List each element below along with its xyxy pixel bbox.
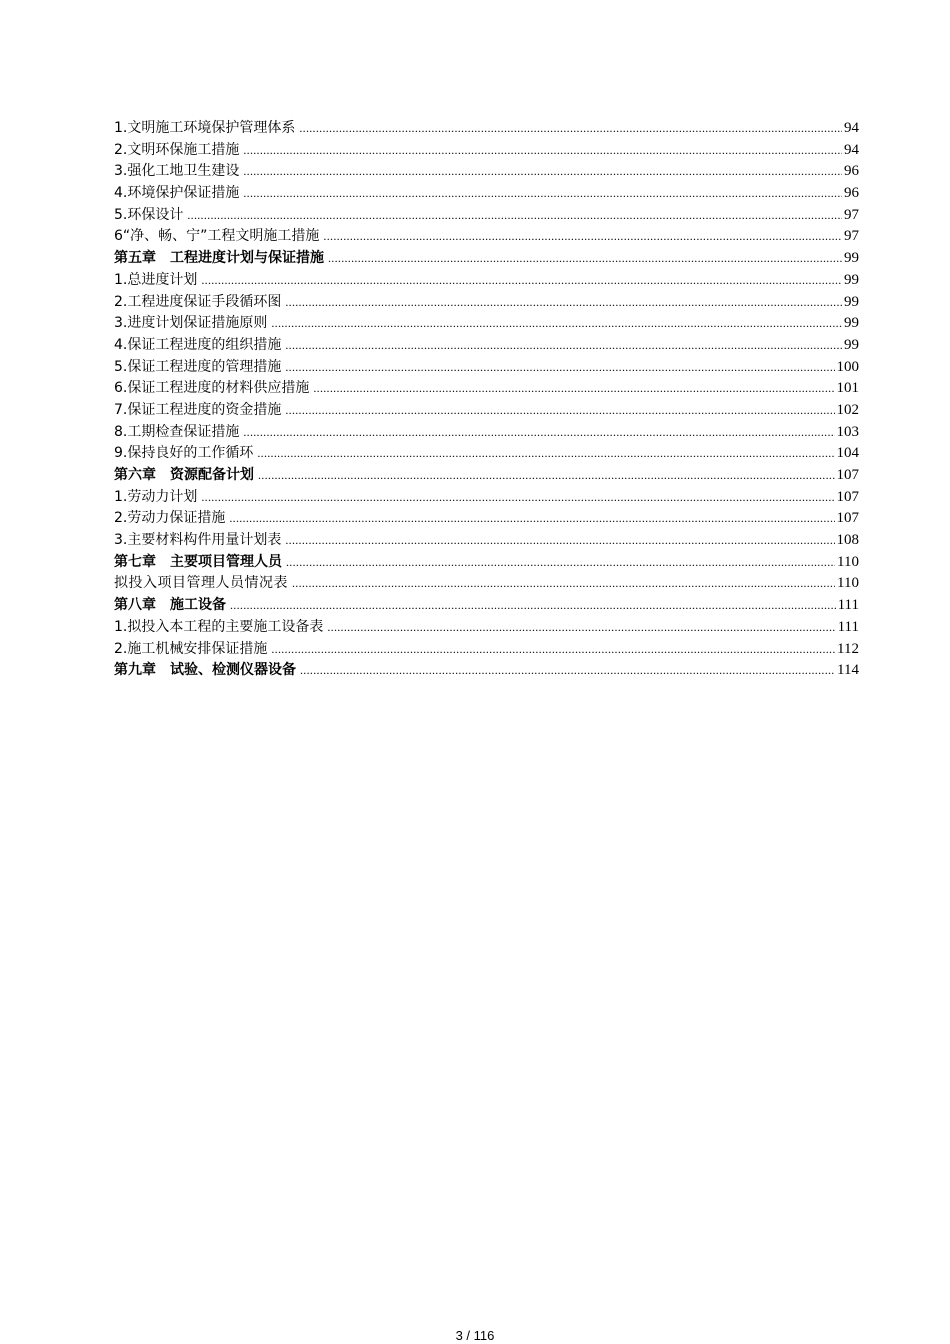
toc-chapter-entry[interactable] [114,248,859,270]
toc-entry-page: 107 [836,488,859,505]
toc-leader-dots [327,617,835,639]
toc-entry-title: 6“净、畅、宁”工程文明施工措施 [114,228,320,245]
toc-leader-dots [328,248,842,270]
toc-entry-page: 107 [836,510,859,527]
toc-entry-title: 8.工期检查保证措施 [114,423,240,440]
toc-leader-dots [299,118,842,140]
toc-entry-page: 99 [844,250,859,267]
toc-chapter-entry[interactable] [114,595,859,617]
toc-entry[interactable] [114,183,859,205]
toc-entry-page: 107 [836,467,859,483]
toc-entry-title: 3.强化工地卫生建设 [114,163,240,180]
toc-entry[interactable] [114,400,859,422]
toc-leader-dots [271,313,842,335]
toc-entry-title: 5.保证工程进度的管理措施 [114,358,282,375]
toc-entry-title: 第七章 主要项目管理人员 [114,553,282,570]
toc-entry-page: 111 [837,597,859,614]
toc-entry-title: 6.保证工程进度的材料供应措施 [114,380,310,397]
page-number: 3 / 116 [455,1328,495,1343]
toc-entry-title: 3.进度计划保证措施原则 [114,315,268,332]
toc-chapter-entry[interactable] [114,465,859,487]
toc-leader-dots [313,378,834,400]
toc-entry[interactable] [114,205,859,227]
toc-entry-title: 9.保持良好的工作循环 [114,445,254,462]
toc-entry-title: 4.保证工程进度的组织措施 [114,336,282,353]
toc-entry[interactable] [114,508,859,530]
toc-entry[interactable] [114,357,859,379]
toc-entry[interactable] [114,573,859,595]
toc-leader-dots [285,335,842,357]
toc-entry-page: 110 [837,553,859,570]
toc-leader-dots [286,552,835,574]
toc-leader-dots [230,595,836,617]
toc-entry[interactable] [114,422,859,444]
toc-entry-title: 拟投入项目管理人员情况表 [114,575,288,592]
toc-entry-page: 96 [844,163,859,180]
toc-entry-title: 1.拟投入本工程的主要施工设备表 [114,618,324,635]
toc-leader-dots [271,639,835,661]
toc-entry-page: 99 [844,336,859,353]
toc-entry[interactable] [114,617,859,639]
toc-chapter-entry[interactable] [114,552,859,574]
toc-entry-title: 3.主要材料构件用量计划表 [114,532,282,549]
toc-entry-page: 96 [844,185,859,202]
toc-leader-dots [229,508,834,530]
toc-leader-dots [292,573,835,595]
toc-entry-page: 104 [836,445,859,462]
toc-entry-title: 2.劳动力保证措施 [114,510,226,527]
toc-leader-dots [285,357,834,379]
toc-leader-dots [187,205,842,227]
toc-entry-title: 第五章 工程进度计划与保证措施 [114,250,324,267]
toc-entry[interactable] [114,292,859,314]
toc-entry-page: 100 [836,358,859,375]
toc-entry[interactable] [114,378,859,400]
toc-entry-page: 99 [844,271,859,288]
toc-entry-title: 4.环境保护保证措施 [114,185,240,202]
toc-leader-dots [285,292,842,314]
toc-entry-title: 第九章 试验、检测仪器设备 [114,662,296,679]
toc-entry-title: 1.文明施工环境保护管理体系 [114,120,296,136]
toc-entry[interactable] [114,118,859,140]
toc-leader-dots [323,226,842,248]
toc-leader-dots [257,443,834,465]
toc-entry-page: 110 [837,575,859,592]
table-of-contents [114,118,859,682]
toc-leader-dots [243,161,842,183]
toc-entry-page: 94 [844,120,859,136]
toc-entry-title: 第八章 施工设备 [114,597,226,614]
toc-leader-dots [201,487,834,509]
toc-entry[interactable] [114,226,859,248]
toc-entry[interactable] [114,313,859,335]
toc-leader-dots [285,400,834,422]
toc-entry[interactable] [114,335,859,357]
toc-leader-dots [201,270,842,292]
toc-entry[interactable] [114,530,859,552]
toc-entry-title: 7.保证工程进度的资金措施 [114,401,282,418]
toc-entry-page: 102 [836,401,859,418]
toc-entry-page: 101 [836,380,859,397]
toc-entry-page: 112 [837,640,859,657]
toc-leader-dots [258,465,835,487]
toc-entry-title: 2.工程进度保证手段循环图 [114,293,282,310]
toc-entry-title: 1.总进度计划 [114,271,198,288]
toc-entry-title: 第六章 资源配备计划 [114,467,254,483]
toc-entry-page: 97 [844,228,859,245]
toc-entry-page: 99 [844,293,859,310]
toc-entry[interactable] [114,443,859,465]
toc-entry-page: 108 [836,532,859,549]
toc-chapter-entry[interactable] [114,660,859,682]
toc-leader-dots [300,660,835,682]
toc-entry-title: 2.文明环保施工措施 [114,141,240,158]
toc-leader-dots [243,422,834,444]
toc-entry-page: 114 [837,662,859,679]
toc-entry-page: 99 [844,315,859,332]
toc-entry-page: 111 [837,618,859,635]
toc-entry[interactable] [114,161,859,183]
toc-entry-page: 97 [844,206,859,223]
toc-entry-page: 94 [844,141,859,158]
toc-entry-title: 2.施工机械安排保证措施 [114,640,268,657]
toc-leader-dots [285,530,834,552]
toc-entry[interactable] [114,639,859,661]
toc-entry[interactable] [114,487,859,509]
toc-entry-page: 103 [836,423,859,440]
toc-entry-title: 1.劳动力计划 [114,488,198,505]
toc-leader-dots [243,183,842,205]
toc-leader-dots [243,140,842,162]
toc-entry-title: 5.环保设计 [114,206,184,223]
toc-entry[interactable] [114,140,859,162]
toc-entry[interactable] [114,270,859,292]
